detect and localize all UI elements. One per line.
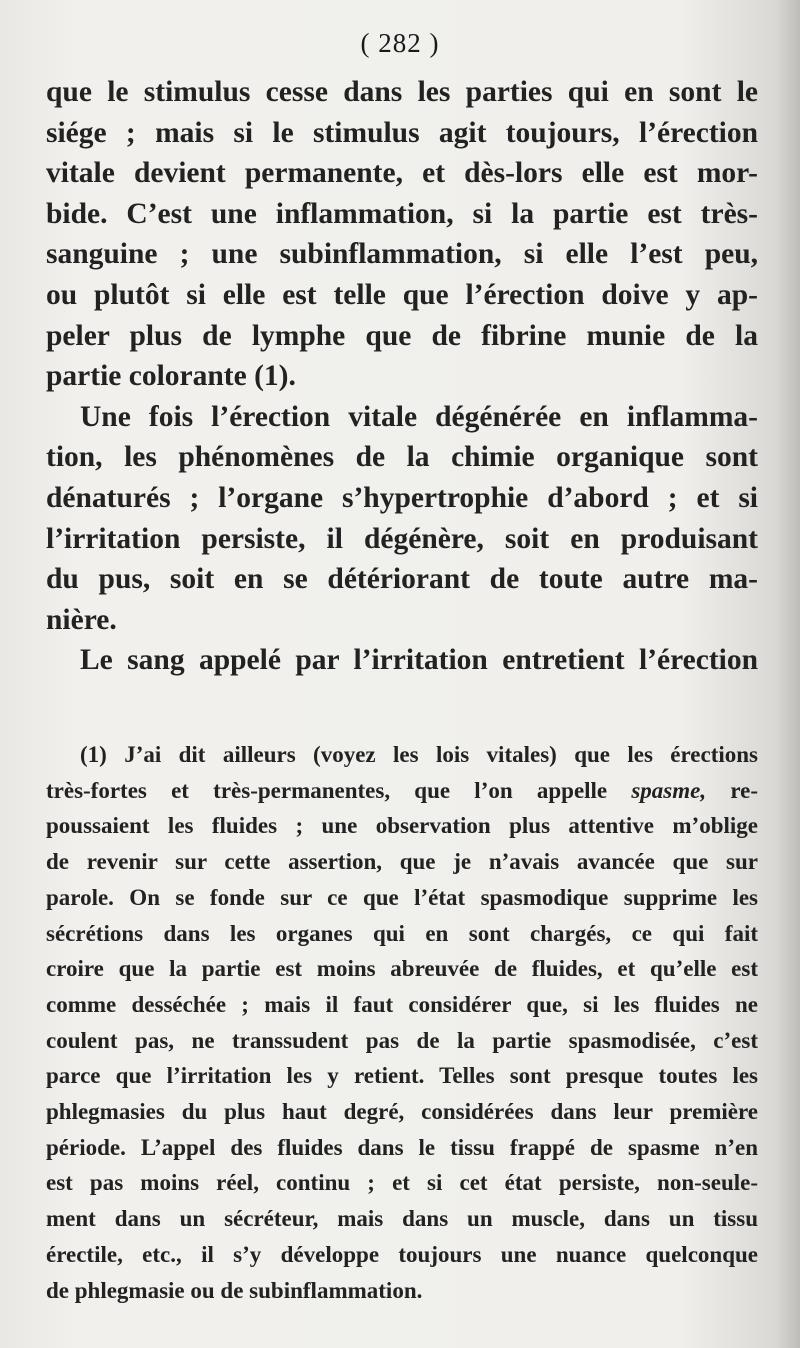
body-line: tion, les phénomènes de la chimie organique sont: [46, 441, 758, 474]
body-line: Une fois l’érection vitale dégénérée en inflamma-: [80, 400, 758, 433]
footnote-line: (1) J’ai dit ailleurs (voyez les lois vitales) que les érections: [80, 742, 758, 767]
page-number: ( 282 ): [360, 28, 440, 58]
footnote-line: érectile, etc., il s’y développe toujours une nuance quelconque: [46, 1241, 758, 1267]
body-line: bide. C’est une inflammation, si la partie est très-: [46, 197, 758, 230]
footnote-line: poussaient les fluides ; une observation plus attentive m’oblige: [46, 813, 758, 839]
footnote-line: de revenir sur cette assertion, que je n’avais avancée que sur: [46, 849, 758, 875]
footnote-line: est pas moins réel, continu ; et si cet état persiste, non-seule-: [46, 1170, 758, 1196]
body-line: siége ; mais si le stimulus agit toujours, l’érection: [46, 116, 758, 149]
body-line: peler plus de lymphe que de fibrine munie de la: [46, 319, 758, 352]
footnote-line: ment dans un sécréteur, mais dans un muscle, dans un tissu: [46, 1206, 758, 1232]
footnote-line: de phlegmasie ou de subinflammation.: [46, 1277, 423, 1303]
footnote-line: très-fortes et très-permanentes, que l’on appelle spasme, re-: [46, 777, 758, 803]
footnote-line: comme desséchée ; mais il faut considérer que, si les fluides ne: [46, 991, 758, 1017]
footnote-line: parole. On se fonde sur ce que l’état spasmodique supprime les: [46, 884, 758, 910]
footnote-line: sécrétions dans les organes qui en sont chargés, ce qui fait: [46, 920, 758, 946]
body-line: nière.: [46, 603, 117, 636]
footnote-line: coulent pas, ne transsudent pas de la partie spasmodisée, c’est: [46, 1027, 758, 1053]
italic-term: spasme,: [631, 777, 707, 803]
footnote-line: parce que l’irritation les y retient. Telles sont presque toutes les: [46, 1063, 758, 1089]
body-line: que le stimulus cesse dans les parties qui en sont le: [46, 76, 758, 108]
footnote-line: croire que la partie est moins abreuvée de fluides, et qu’elle est: [46, 956, 758, 982]
body-line: du pus, soit en se détériorant de toute autre ma-: [46, 563, 758, 596]
footnote-line: phlegmasies du plus haut degré, considérées dans leur première: [46, 1099, 758, 1124]
body-line: ou plutôt si elle est telle que l’érection doive y ap-: [46, 279, 758, 311]
footnote-line: période. L’appel des fluides dans le tissu frappé de spasme n’en: [46, 1134, 758, 1160]
body-line: Le sang appelé par l’irritation entretient l’érection: [80, 644, 758, 677]
body-line: vitale devient permanente, et dès-lors elle est mor-: [46, 157, 758, 190]
body-line: l’irritation persiste, il dégénère, soit en produisant: [46, 522, 758, 555]
body-line: dénaturés ; l’organe s’hypertrophie d’abord ; et si: [46, 482, 758, 514]
body-line: partie colorante (1).: [46, 360, 296, 393]
body-line: sanguine ; une subinflammation, si elle l’est peu,: [46, 238, 758, 271]
